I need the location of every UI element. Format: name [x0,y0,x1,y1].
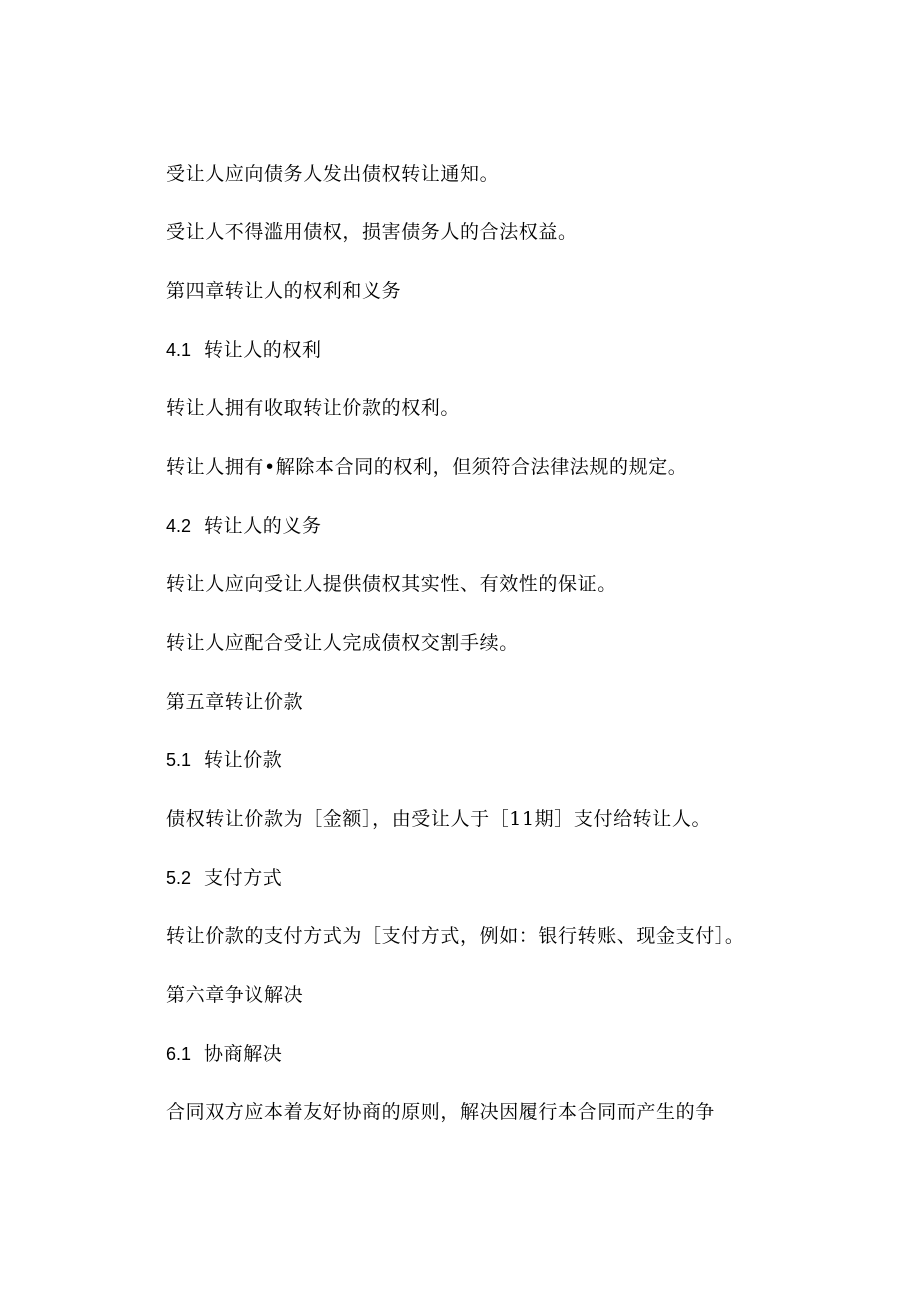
paragraph-notice: 受让人应向债务人发出债权转让通知。 [166,163,500,185]
section-title: 转让人的权利 [204,339,322,361]
paragraph-payment-method: 转让价款的支付方式为［支付方式，例如：银行转账、现金支付］。 [166,925,745,947]
section-number: 4.2 [166,516,192,536]
section-number: 6.1 [166,1044,192,1064]
section-number: 4.1 [166,340,192,360]
paragraph-collect-price: 转让人拥有收取转让价款的权利。 [166,397,461,419]
section-6-1-heading [166,1039,282,1069]
paragraph-cooperate: 转让人应配合受让人完成债权交割手续。 [166,632,519,654]
section-5-2-heading [166,863,282,893]
section-number: 5.2 [166,868,192,888]
section-5-1-heading [166,745,282,775]
section-title: 支付方式 [204,867,283,889]
chapter-6-heading: 第六章争议解决 [166,984,304,1006]
paragraph-price: 债权转让价款为［金额］，由受让人于［11期］支付给转让人。 [166,808,712,830]
section-4-2-heading [166,511,322,541]
section-title: 转让人的义务 [204,515,322,537]
paragraph-no-abuse: 受让人不得滥用债权，损害债务人的合法权益。 [166,221,578,243]
section-title: 协商解决 [204,1043,283,1065]
paragraph-negotiation: 合同双方应本着友好协商的原则，解决因履行本合同而产生的争 [166,1101,715,1123]
section-4-1-heading [166,335,322,365]
paragraph-terminate-right: 转让人拥有•解除本合同的权利，但须符合法律法规的规定。 [166,456,688,478]
paragraph-guarantee: 转让人应向受让人提供债权其实性、有效性的保证。 [166,573,617,595]
section-title: 转让价款 [204,749,283,771]
chapter-4-heading: 第四章转让人的权利和义务 [166,280,402,302]
section-number: 5.1 [166,750,192,770]
chapter-5-heading: 第五章转让价款 [166,691,304,713]
